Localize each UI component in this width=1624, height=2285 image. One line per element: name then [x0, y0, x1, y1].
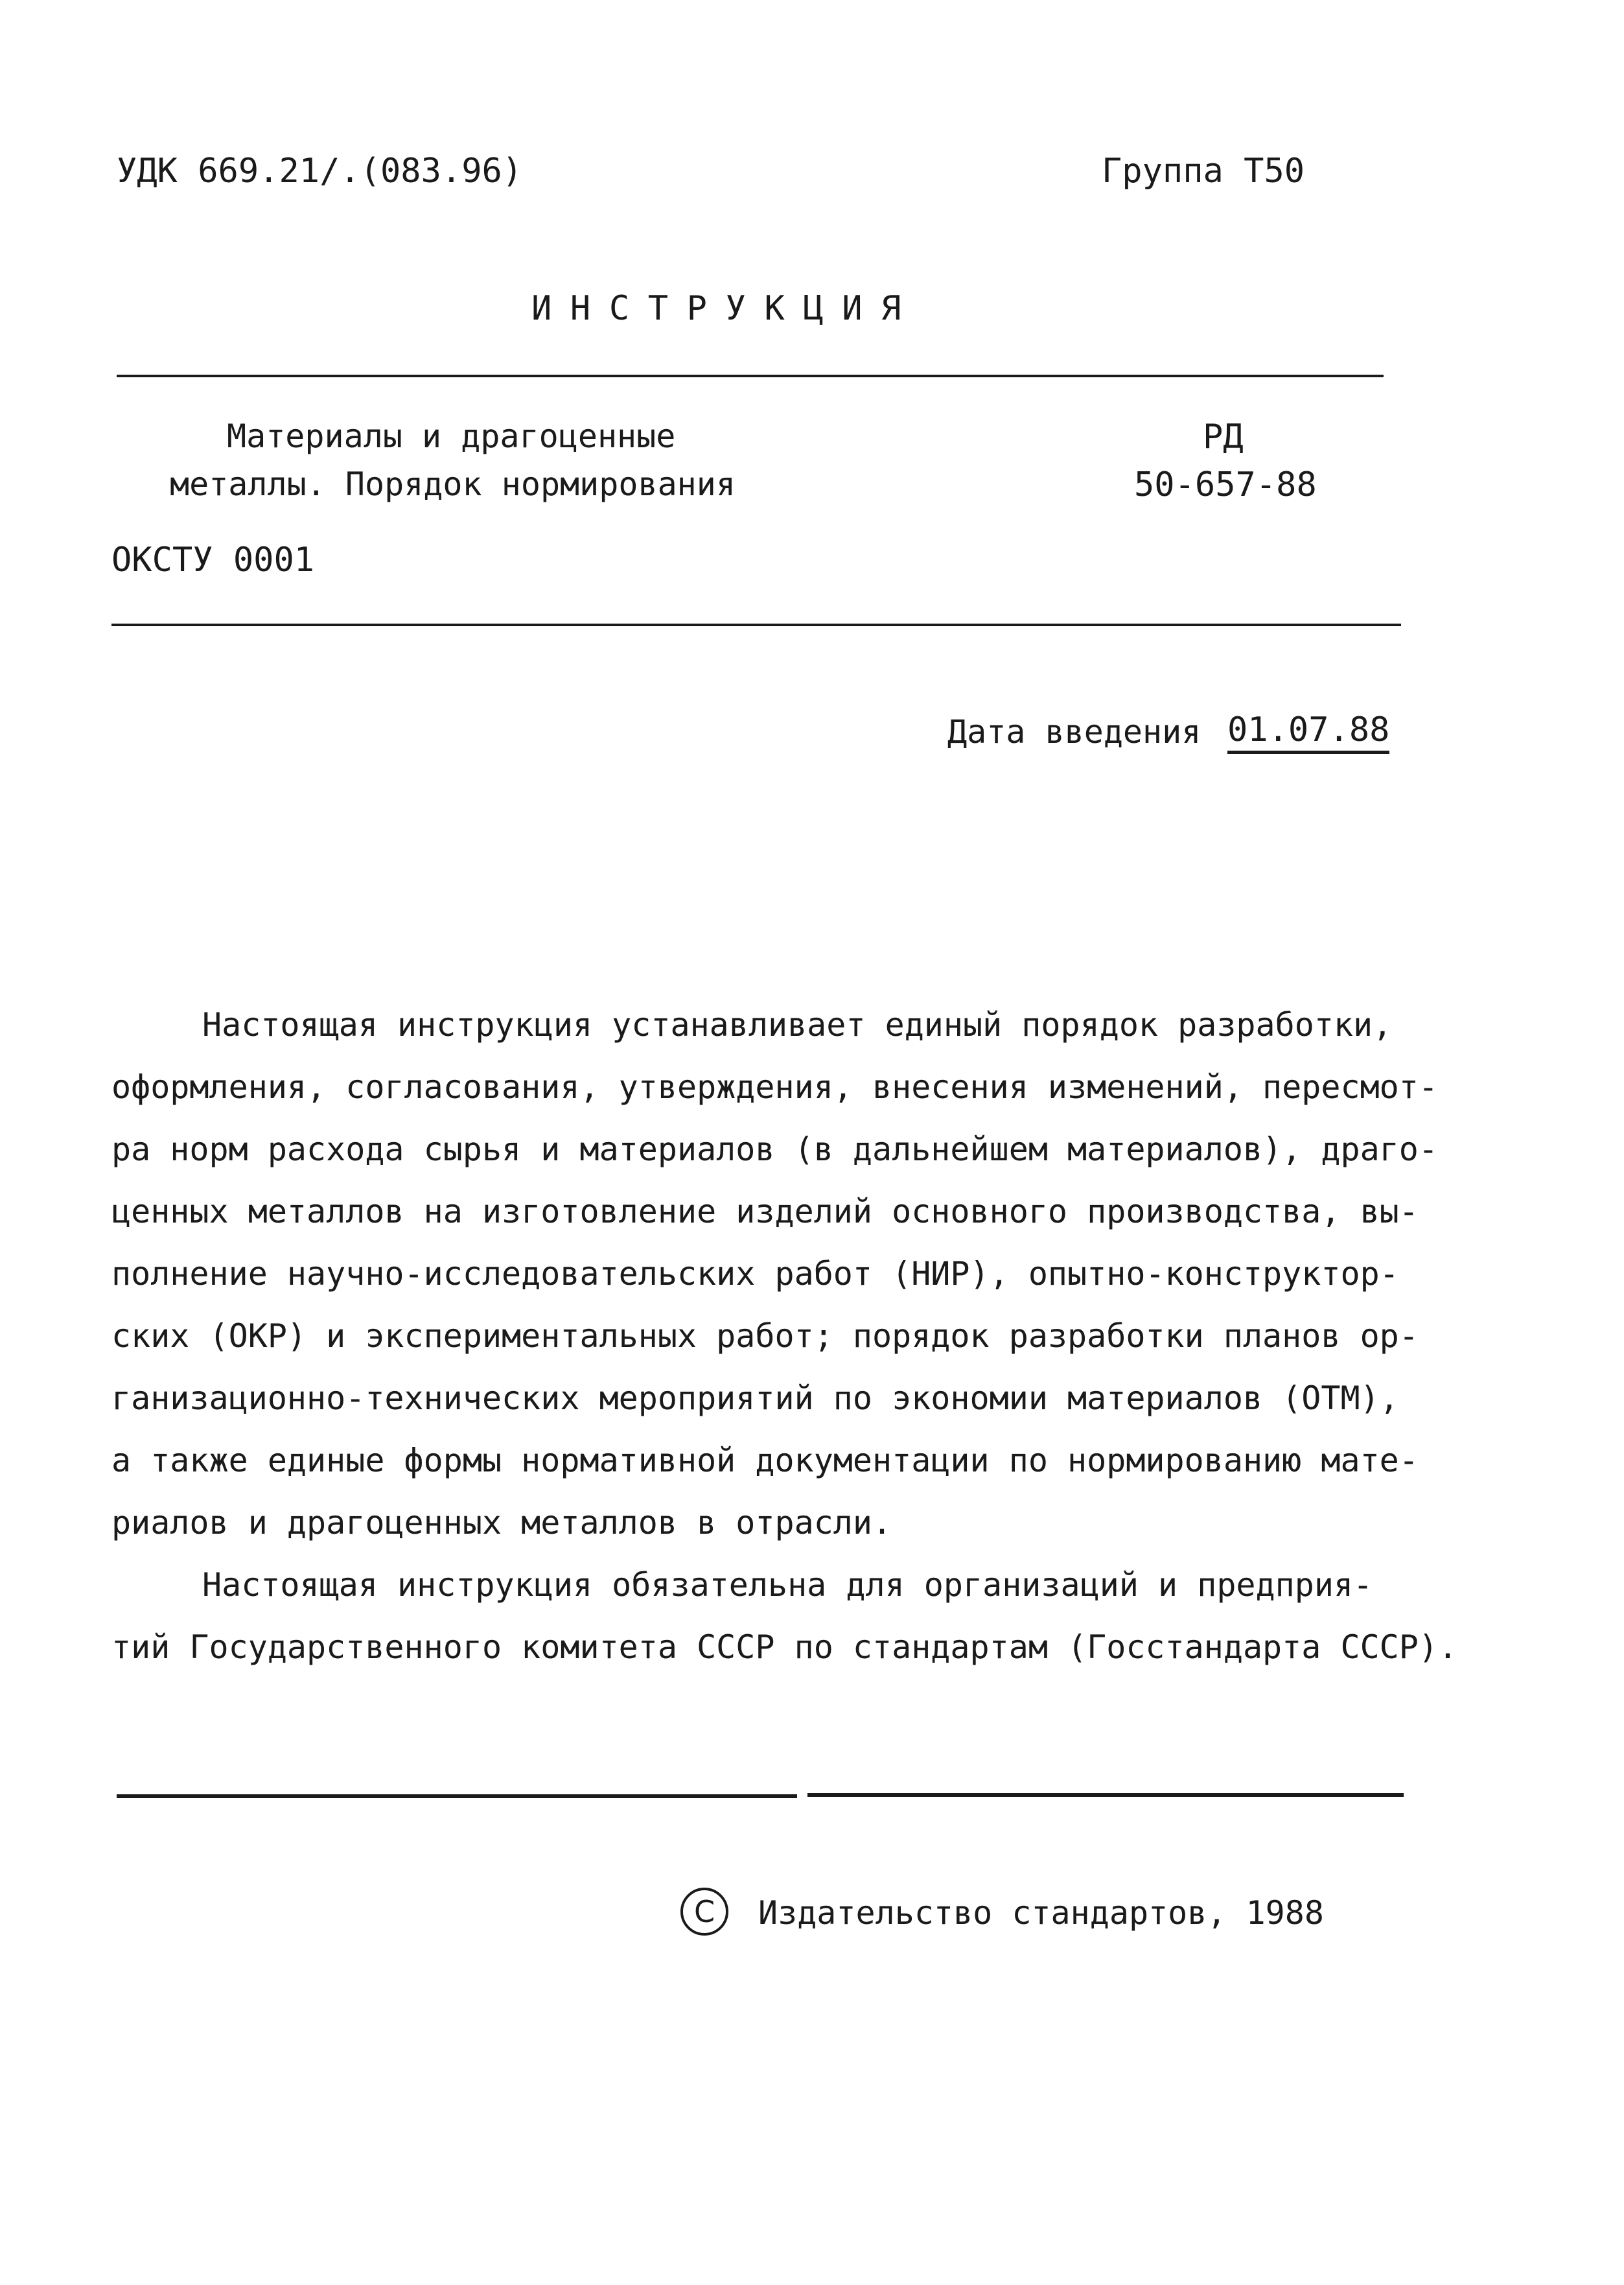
copyright-icon	[680, 1888, 728, 1936]
oksty-code: ОКСТУ 0001	[111, 541, 315, 580]
designation-number: 50-657-88	[1134, 465, 1317, 504]
paragraph-1-line-9: риалов и драгоценных металлов в отрасли.	[111, 1504, 892, 1541]
subject-line-1: Материалы и драгоценные	[227, 417, 676, 455]
paragraph-1-line-1: Настоящая инструкция устанавливает единый порядок разработки,	[202, 1006, 1393, 1044]
group-code: Группа Т50	[1102, 152, 1305, 191]
paragraph-1-line-5: полнение научно-исследовательских работ (НИР), опытно-конструктор-	[111, 1255, 1399, 1293]
paragraph-1-line-8: а также единые формы нормативной документации по нормированию мате-	[111, 1442, 1419, 1479]
publisher: Издательство стандартов, 1988	[758, 1894, 1324, 1932]
top-divider	[117, 375, 1384, 377]
subject-line-2: металлы. Порядок нормирования	[170, 465, 736, 503]
effective-date-value: 01.07.88	[1227, 713, 1389, 754]
udk-code: УДК 669.21/.(083.96)	[117, 152, 523, 191]
paragraph-2-line-2: тий Государственного комитета СССР по стандартам (Госстандарта СССР).	[111, 1628, 1458, 1666]
paragraph-1-line-3: ра норм расхода сырья и материалов (в дальнейшем материалов), драго-	[111, 1131, 1438, 1168]
bottom-divider-left	[117, 1794, 797, 1798]
document-title: ИНСТРУКЦИЯ	[531, 289, 920, 328]
paragraph-1-line-7: ганизационно-технических мероприятий по экономии материалов (ОТМ),	[111, 1379, 1399, 1417]
paragraph-1-line-2: оформления, согласования, утверждения, внесения изменений, пересмот-	[111, 1068, 1438, 1106]
effective-date-label: Дата введения	[947, 713, 1201, 751]
bottom-divider-right	[807, 1793, 1404, 1797]
paragraph-2-line-1: Настоящая инструкция обязательна для организаций и предприя-	[202, 1566, 1373, 1604]
middle-divider	[111, 624, 1401, 626]
paragraph-1-line-6: ских (ОКР) и экспериментальных работ; порядок разработки планов ор-	[111, 1317, 1419, 1355]
paragraph-1-line-4: ценных металлов на изготовление изделий основного производства, вы-	[111, 1193, 1419, 1230]
copyright-symbol: C	[693, 1894, 715, 1929]
designation-prefix: РД	[1203, 417, 1244, 456]
